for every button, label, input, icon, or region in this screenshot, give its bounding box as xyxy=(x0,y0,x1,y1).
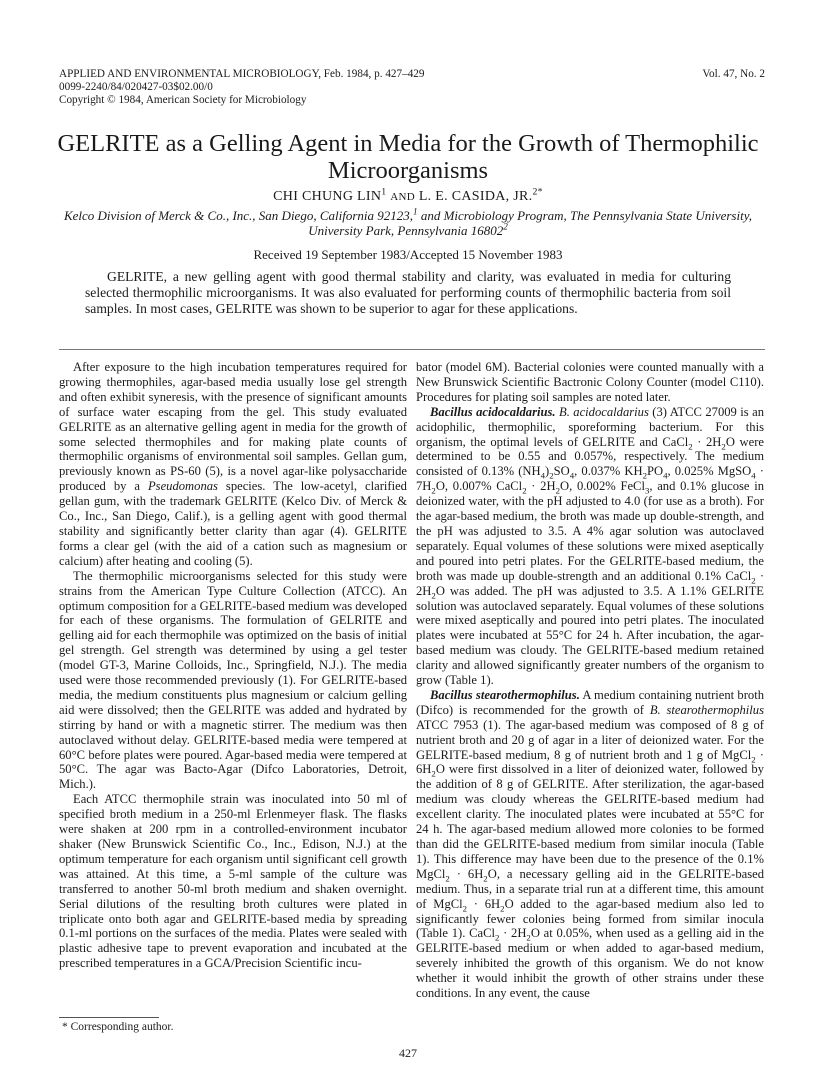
formula-part: O xyxy=(435,583,445,598)
acidocaldarius-section xyxy=(416,405,764,688)
affiliation-mark-1: 1 xyxy=(413,206,418,217)
article-title: GELRITE as a Gelling Agent in Media for the Growth of Thermophilic Microorganisms xyxy=(57,130,759,184)
acidocaldarius-species: B. acidocaldarius xyxy=(559,404,649,419)
acido-text-g: , and 0.1% glucose in deionized water, with the pH adjusted to 4.0 (for use as a broth). For the agar-based medium, the broth was made up double-strength, and the pH was adjusted to 3.5. A 4% agar solution was autoclaved separately. Equal volumes of these solutions were mixed aseptically and poured into petri plates. For the GELRITE-based medium, the broth was made up double-strength and an additional 0.1% CaCl xyxy=(416,479,764,583)
intro-text-a: After exposure to the high incubation temperatures required for growing thermophiles, agar-based media usually lose gel strength and often exhibit syneresis, with the presence of significant amounts of surface water escaping from the gel. This study evaluated GELRITE as an alternative gelling agent in media for the growth of some selected thermophiles and for making plate counts of thermophilic organisms of environmental soil samples. Gellan gum, previously known as PS-60 (5), is a novel agar-like polysaccharide produced by a xyxy=(59,360,407,494)
formula-part: O xyxy=(559,479,570,494)
right-column xyxy=(416,360,764,1001)
formula-part: O xyxy=(487,866,497,881)
acido-text-c: , 0.037% KH xyxy=(574,464,643,479)
acidocaldarius-heading: Bacillus acidocaldarius. xyxy=(430,404,556,419)
stearo-text-c: were first dissolved in a liter of deionized water, followed by the addition of 8 g of GELRITE. After sterilization, the agar-based medium was cloudy whereas the GELRITE-based medium had excellent clarity. The inoculated plates were incubated at 55°C for 24 h. The agar-based medium allowed more colonies to be formed than did the GELRITE-based medium from similar inocula (Table 1). This difference may have been due to the presence of the 0.1% MgCl xyxy=(416,762,764,881)
formula-part: · 2H xyxy=(692,434,722,449)
sub: 2 xyxy=(431,590,436,601)
received-dates: Received 19 September 1983/Accepted 15 November 1983 xyxy=(253,247,563,262)
stearo-text-b: ATCC 7953 (1). The agar-based medium was composed of 8 g of nutrient broth and 20 g of agar in a liter of deionized water. For the GELRITE-based medium, 8 g of nutrient broth and 1 g of MgCl xyxy=(416,717,764,762)
sub: 2 xyxy=(721,441,726,452)
formula-part: ) xyxy=(545,464,550,479)
acido-text-f: , 0.002% FeCl xyxy=(569,479,645,494)
acido-text-e: , 0.007% CaCl xyxy=(444,479,523,494)
sub: 4 xyxy=(663,470,668,481)
formula-part: · 6H xyxy=(416,747,764,777)
intro-paragraph xyxy=(59,360,407,569)
formula-part: O xyxy=(725,434,735,449)
sub: 4 xyxy=(569,470,575,481)
author-2-affil-mark: 2* xyxy=(532,186,543,198)
sub: 2 xyxy=(445,873,450,884)
formula-part: · 2H xyxy=(499,926,527,941)
methods-paragraph-continued: bator (model 6M). Bacterial colonies were counted manually with a New Brunswick Scientific Bactronic Colony Counter (model C110). Procedures for plating soil samples are noted later. xyxy=(416,360,764,404)
formula-part: O xyxy=(504,896,514,911)
methods-paragraph-1: The thermophilic microorganisms selected for this study were strains from the American Type Culture Collection (ATCC). An optimum composition for a GELRITE-based medium was developed for each of these organisms. The formulation of GELRITE and gelling aid for each thermophile was optimized on the basis of initial gel strength. Gel strength was determined by using a gel tester (model GT-3, Marine Colloids, Inc., Springfield, N.J.). The media used were those recommended previously (1). For GELRITE-based media, the medium constituents plus magnesium or calcium gelling aid were dissolved; then the GELRITE was added and hydrated by stirring by hand or with a magnetic stirrer. The medium was then autoclaved without delay. GELRITE-based media were tempered at 60°C before plates were poured. Agar-based media were tempered at 50°C. The agar was Bacto-Agar (Difco Laboratories, Detroit, Mich.). xyxy=(59,568,408,792)
stearo-text-f: at 0.05%, when used as a gelling aid in the GELRITE-based medium or when added to agar-based medium, severely inhibited the growth of this organism. We do not know whether it would inhibit the growth of other strains under these conditions. In any event, the cause xyxy=(416,926,764,1001)
methods-paragraph-2: Each ATCC thermophile strain was inoculated into 50 ml of specified broth medium in a 250-ml Erlenmeyer flask. The flasks were shaken at 200 rpm in a controlled-environment incubator shaker (New Brunswick Scientific Co., Inc., Edison, N.J.) at the optimum temperature for each organism until significant cell growth was attained. At this time, a 5-ml sample of the culture was transferred to another 50-ml broth medium and shaken overnight. Serial dilutions of the resulting broth cultures were plated in triplicate onto both agar and GELRITE-based media by spreading 0.1-ml portions on the surfaces of the media. Plates were sealed with plastic adhesive tape to prevent evaporation and incubated at the prescribed temperatures in a GCA/Precision Scientific incu- xyxy=(59,792,407,971)
sub: 2 xyxy=(500,903,505,914)
sub: 2 xyxy=(751,575,756,586)
sub: 4 xyxy=(751,470,756,481)
stearo-species: B. stearothermophilus xyxy=(649,702,764,717)
sub: 2 xyxy=(688,441,693,452)
left-column xyxy=(59,360,407,971)
author-1: CHI CHUNG LIN xyxy=(273,189,382,204)
author-line xyxy=(40,186,776,205)
volume-issue: Vol. 47, No. 2 xyxy=(702,68,765,80)
sub: 2 xyxy=(549,470,554,481)
page-number: 427 xyxy=(399,1046,417,1060)
formula-part: · 6H xyxy=(467,896,501,911)
sub: 2 xyxy=(642,470,647,481)
stearothermophilus-section xyxy=(416,688,764,1001)
sub: 2 xyxy=(526,932,531,943)
author-1-affil-mark: 1 xyxy=(381,186,387,198)
stearothermophilus-heading: Bacillus stearothermophilus. xyxy=(430,687,580,702)
sub: 2 xyxy=(431,768,436,779)
formula-part: · 2H xyxy=(416,568,765,598)
footnote-divider xyxy=(59,1017,159,1018)
author-and: AND xyxy=(390,191,416,203)
affiliation-part-2: and Microbiology Program, The Pennsylvania State University, University Park, Pennsylvania 16802 xyxy=(308,208,753,238)
formula-part: · 7H xyxy=(416,464,764,494)
acido-text-b: were determined to be 0.55 and 0.057%, respectively. The medium consisted of 0.13% (NH xyxy=(416,434,764,479)
affiliation-mark-2: 2 xyxy=(503,221,508,232)
sub: 2 xyxy=(494,932,500,943)
acido-text-h: was added. The pH was adjusted to 3.5. A 1.1% GELRITE solution was autoclaved separately. Equal volumes of these solutions were mixed aseptically and poured into petri plates. The inoculated plates were incubated at 55°C for 24 h. After incubation, the agar-based medium was cloudy. The GELRITE-based medium retained clarity and allowed significantly greater numbers of the organism to grow (Table 1). xyxy=(416,583,764,688)
acido-text-d: , 0.025% MgSO xyxy=(667,464,752,479)
stearo-text-d: , a necessary gelling aid in the GELRITE-based medium. Thus, in a separate trial run at a different time, this amount of MgCl xyxy=(416,866,764,911)
sub: 2 xyxy=(751,754,756,765)
affiliation xyxy=(56,208,760,238)
pseudomonas-term: Pseudomonas xyxy=(147,479,218,494)
formula-part: · 6H xyxy=(449,866,484,881)
abstract: GELRITE, a new gelling agent with good thermal stability and clarity, was evaluated in media for culturing selected thermophilic microorganisms. It was also evaluated for performing counts of thermophilic bacteria from soil samples. In most cases, GELRITE was shown to be superior to agar for these applications. xyxy=(85,269,731,316)
formula-part: O xyxy=(435,479,445,494)
author-2: L. E. CASIDA, JR. xyxy=(418,189,533,204)
stearo-text-e: added to the agar-based medium also led to significantly fewer colonies being formed from similar inocula (Table 1). CaCl xyxy=(416,896,764,941)
formula-part: O xyxy=(530,926,540,941)
journal-citation: APPLIED AND ENVIRONMENTAL MICROBIOLOGY, Feb. 1984, p. 427–429 xyxy=(59,68,425,80)
sub: 2 xyxy=(462,903,468,914)
sub: 2 xyxy=(522,485,527,496)
formula-part: SO xyxy=(553,464,570,479)
abstract-divider xyxy=(59,349,765,350)
sub: 2 xyxy=(555,485,560,496)
sub: 2 xyxy=(483,873,488,884)
sub: 3 xyxy=(644,485,650,496)
formula-part: · 2H xyxy=(526,479,556,494)
stearo-text-a: A medium containing nutrient broth (Difco) is recommended for the growth of xyxy=(416,687,764,717)
formula-part: PO xyxy=(646,464,664,479)
corresponding-author-note: * Corresponding author. xyxy=(62,1021,174,1033)
copyright-line: Copyright © 1984, American Society for Microbiology xyxy=(59,94,307,106)
sub: 2 xyxy=(431,485,436,496)
sub: 4 xyxy=(540,470,546,481)
intro-text-b: species. The low-acetyl, clarified gellan gum, with the trademark GELRITE (Kelco Div. of Merck & Co., Inc., San Diego, Calif.), is a gelling agent with good thermal stability and significantly better clarity than agar (4). GELRITE forms a clear gel (with the aid of a cation such as magnesium or calcium) after heating and cooling (5). xyxy=(59,479,407,568)
acido-text-a: (3) ATCC 27009 is an acidophilic, thermophilic, sporeforming bacterium. For this organism, the optimal levels of GELRITE and CaCl xyxy=(416,404,765,449)
article-code: 0099-2240/84/020427-03$02.00/0 xyxy=(59,81,213,93)
formula-part: O xyxy=(435,762,445,777)
affiliation-part-1: Kelco Division of Merck & Co., Inc., San Diego, California 92123, xyxy=(63,208,414,223)
